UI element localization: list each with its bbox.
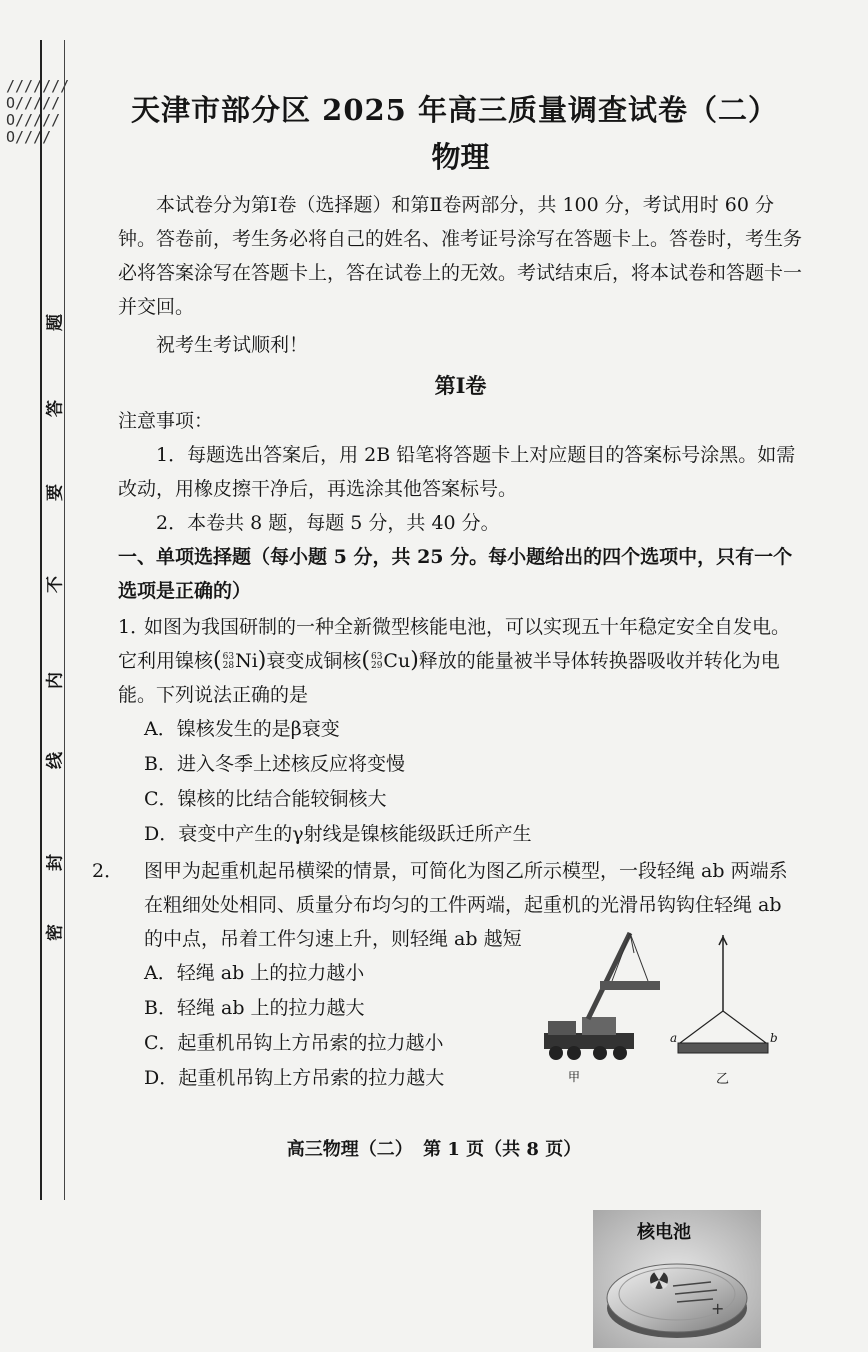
question-stem: 释放的能量被半导体转换器吸收并转化为电能。下列说法正确的是 [118, 650, 780, 706]
option-b: B．轻绳 ab 上的拉力越大 [144, 997, 365, 1019]
binding-char: 封 [45, 854, 66, 871]
option-a: A．轻绳 ab 上的拉力越小 [144, 962, 365, 984]
option-a: A．镍核发生的是β衰变 [144, 718, 340, 740]
binding-line-outer [40, 40, 43, 1200]
part1-heading: 第Ⅰ卷 [434, 373, 487, 398]
mass-number: 63 [370, 652, 383, 662]
question-1: 1．如图为我国研制的一种全新微型核能电池，可以实现五十年稳定安全自发电。它利用镍核(63 28Ni)衰变成铜核(63 29Cu)释放的能量被半导体转换器吸收并转化为电能。下列说法正确的是 A．镍核发生的是β衰变 B．进入冬季上述核反应将变慢 C．镍核的比结合能较铜核大 D．衰变中产生的γ射线是镍核能级跃迁所产生 + 核电池 [118, 610, 803, 852]
mass-number: 63 [222, 652, 235, 662]
question-stem: 衰变成铜核 [266, 650, 362, 672]
point-b-label: b [770, 1031, 778, 1045]
figure-yi-label: 乙 [716, 1072, 730, 1087]
question-number: 1． [118, 616, 150, 638]
option-d: D．衰变中产生的γ射线是镍核能级跃迁所产生 [144, 823, 532, 845]
battery-label: 核电池 [637, 1222, 691, 1243]
question-number: 2． [92, 860, 124, 882]
binding-char: 题 [45, 314, 66, 331]
copper-nuclide [371, 653, 382, 671]
exam-subject: 物理 [431, 140, 490, 174]
nickel-nuclide [223, 653, 234, 671]
option-b: B．进入冬季上述核反应将变慢 [144, 753, 405, 775]
figure-jia-label: 甲 [568, 1070, 581, 1084]
atomic-number: 29 [370, 661, 383, 671]
binding-char: 内 [45, 672, 66, 689]
copper-symbol: Cu [383, 650, 411, 672]
footer-subject: 高三物理（二） [286, 1139, 413, 1160]
exam-title: 天津市部分区 2025 年高三质量调查试卷（二） [131, 93, 778, 127]
binding-char: 线 [45, 752, 66, 769]
crane-figures [538, 925, 808, 1087]
binding-char: 要 [45, 484, 66, 501]
footer-page: 第 1 页（共 8 页） [423, 1139, 582, 1160]
nickel-symbol: Ni [235, 650, 258, 672]
svg-text:+: + [711, 1299, 725, 1318]
question-stem: 如图为我国研制的一种全新微型核能电池，可以实现五十年稳定安全自发电。它利用镍核 [118, 616, 791, 672]
option-c: C．起重机吊钩上方吊索的拉力越小 [144, 1032, 444, 1054]
section-title: 一、单项选择题（每小题 5 分，共 25 分。每小题给出的四个选项中，只有一个选项是正确的） [118, 546, 793, 602]
point-a-label: a [670, 1031, 678, 1045]
atomic-number: 28 [222, 661, 235, 671]
note-item: 2．本卷共 8 题，每题 5 分，共 40 分。 [156, 512, 500, 534]
option-d: D．起重机吊钩上方吊索的拉力越大 [144, 1067, 445, 1089]
binding-marks: ///////O/////O/////O//// [6, 77, 70, 146]
notes-label: 注意事项： [118, 410, 214, 432]
option-c: C．镍核的比结合能较铜核大 [144, 788, 387, 810]
intro-paragraph: 本试卷分为第Ⅰ卷（选择题）和第Ⅱ卷两部分，共 100 分，考试用时 60 分钟。答卷前，考生务必将自己的姓名、准考证号涂写在答题卡上。答卷时，考生务必将答案涂写在答题卡上，答在试卷上的无效。考试结束后，将本试卷和答题卡一并交回。 [118, 194, 803, 318]
note-item: 1．每题选出答案后，用 2B 铅笔将答题卡上对应题目的答案标号涂黑。如需改动，用橡皮擦干净后，再选涂其他答案标号。 [118, 444, 796, 500]
binding-char: 密 [45, 924, 66, 941]
binding-line-inner [64, 40, 66, 1200]
question-stem: 图甲为起重机起吊横梁的情景，可简化为图乙所示模型，一段轻绳 ab 两端系在粗细处处相同、质量分布均匀的工件两端，起重机的光滑吊钩钩住轻绳 ab 的中点，吊着工件匀速上升，则轻绳 ab 越短 [144, 860, 788, 950]
page-footer [0, 1135, 868, 1161]
binding-char: 答 [45, 400, 66, 417]
binding-margin [0, 0, 70, 1227]
intro-wish: 祝考生考试顺利！ [156, 334, 309, 356]
binding-char: 不 [45, 576, 66, 593]
nuclear-battery-image [593, 1210, 761, 1348]
